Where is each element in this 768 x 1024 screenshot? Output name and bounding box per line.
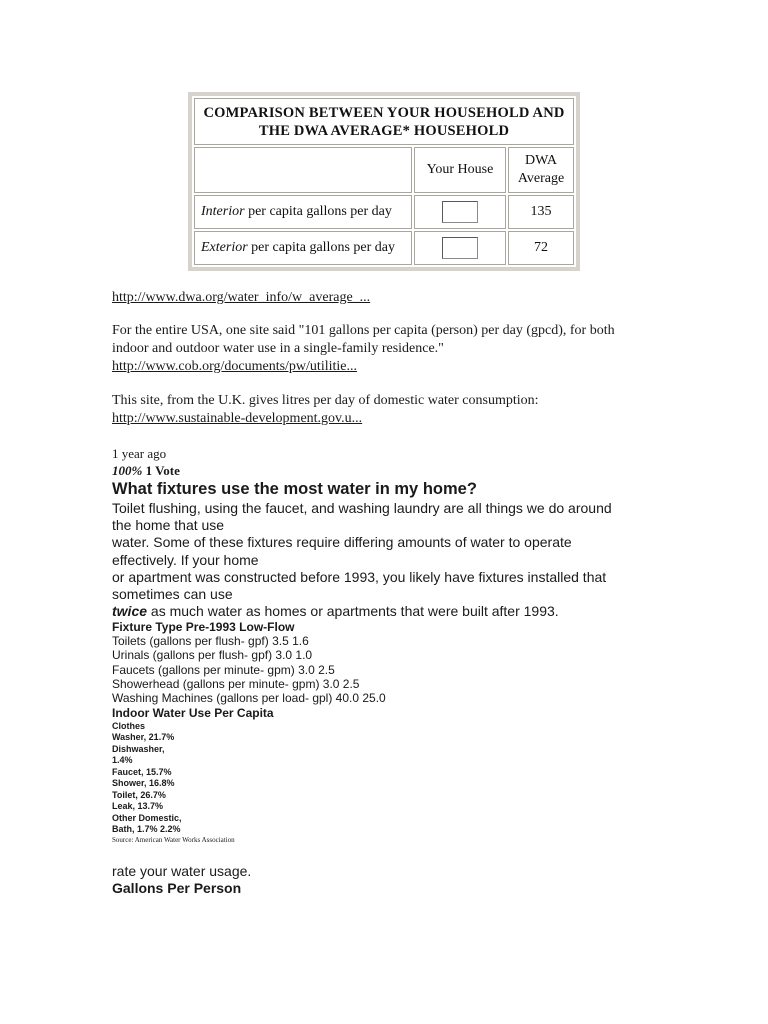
answer-heading: What fixtures use the most water in my home? <box>112 480 477 498</box>
interior-your-house-input[interactable] <box>442 201 478 223</box>
row-label-interior: Interior per capita gallons per day <box>194 195 412 229</box>
fixture-row-faucets: Faucets (gallons per minute- gpm) 3.0 2.5 <box>112 663 335 677</box>
usa-text-line2: indoor and outdoor water use in a single-family residence." <box>112 341 444 356</box>
indoor-item-9: Other Domestic, <box>112 813 182 823</box>
indoor-item-6: Shower, 16.8% <box>112 778 175 788</box>
answer-line-2: the home that use <box>112 517 225 533</box>
exterior-your-house-input[interactable] <box>442 237 478 259</box>
indoor-source: Source: American Water Works Association <box>112 836 235 844</box>
answer-line-7: twice as much water as homes or apartments that were built after 1993. <box>112 603 559 619</box>
exterior-input-cell <box>414 231 506 265</box>
usa-text-line1: For the entire USA, one site said "101 gallons per capita (person) per day (gpcd), for both <box>112 323 615 338</box>
comparison-table-title: COMPARISON BETWEEN YOUR HOUSEHOLD AND THE DWA AVERAGE* HOUSEHOLD <box>194 98 574 145</box>
rate-text: rate your water usage. <box>112 863 252 879</box>
uk-text: This site, from the U.K. gives litres per day of domestic water consumption: <box>112 393 539 408</box>
indoor-item-10: Bath, 1.7% 2.2% <box>112 824 181 834</box>
exterior-dwa-value: 72 <box>508 231 574 265</box>
indoor-item-5: Faucet, 15.7% <box>112 767 172 777</box>
vote-label: 1 Vote <box>145 463 180 478</box>
indoor-item-2: Washer, 21.7% <box>112 732 175 742</box>
table-row-exterior <box>194 231 574 265</box>
answer-line-3: water. Some of these fixtures require differing amounts of water to operate <box>112 534 572 550</box>
dwa-link[interactable]: http://www.dwa.org/water_info/w_average_... <box>112 290 371 305</box>
indoor-item-7: Toilet, 26.7% <box>112 790 166 800</box>
fixture-header: Fixture Type Pre-1993 Low-Flow <box>112 620 295 634</box>
indoor-header: Indoor Water Use Per Capita <box>112 706 274 720</box>
answer-line-5: or apartment was constructed before 1993, you likely have fixtures installed that <box>112 569 607 585</box>
vote-percent: 100% <box>112 463 143 478</box>
fixture-row-washing-machines: Washing Machines (gallons per load- gpl) 40.0 25.0 <box>112 691 386 705</box>
col-header-dwa-average: DWA Average <box>508 147 574 193</box>
sustainable-link[interactable]: http://www.sustainable-development.gov.u... <box>112 411 363 426</box>
answer-timestamp: 1 year ago <box>112 446 167 461</box>
interior-input-cell <box>414 195 506 229</box>
row-label-exterior: Exterior per capita gallons per day <box>194 231 412 265</box>
fixture-row-urinals: Urinals (gallons per flush- gpf) 3.0 1.0 <box>112 648 313 662</box>
comparison-table-frame <box>188 92 580 271</box>
vote-count <box>112 462 180 480</box>
empty-header-cell <box>194 147 412 193</box>
comparison-table <box>192 96 576 267</box>
interior-dwa-value: 135 <box>508 195 574 229</box>
table-row-interior <box>194 195 574 229</box>
twice-emphasis: twice <box>112 603 148 619</box>
answer-line-4: effectively. If your home <box>112 552 259 568</box>
fixture-row-toilets: Toilets (gallons per flush- gpf) 3.5 1.6 <box>112 634 309 648</box>
answer-line-1: Toilet flushing, using the faucet, and washing laundry are all things we do around <box>112 500 612 516</box>
indoor-item-4: 1.4% <box>112 755 133 765</box>
indoor-item-3: Dishwasher, <box>112 744 165 754</box>
answer-line-6: sometimes can use <box>112 586 233 602</box>
fixture-row-showerhead: Showerhead (gallons per minute- gpm) 3.0 2.5 <box>112 677 360 691</box>
indoor-item-1: Clothes <box>112 721 146 731</box>
gallons-heading: Gallons Per Person <box>112 880 242 896</box>
col-header-your-house: Your House <box>414 147 506 193</box>
indoor-item-8: Leak, 13.7% <box>112 801 164 811</box>
cob-link[interactable]: http://www.cob.org/documents/pw/utilitie... <box>112 359 357 374</box>
